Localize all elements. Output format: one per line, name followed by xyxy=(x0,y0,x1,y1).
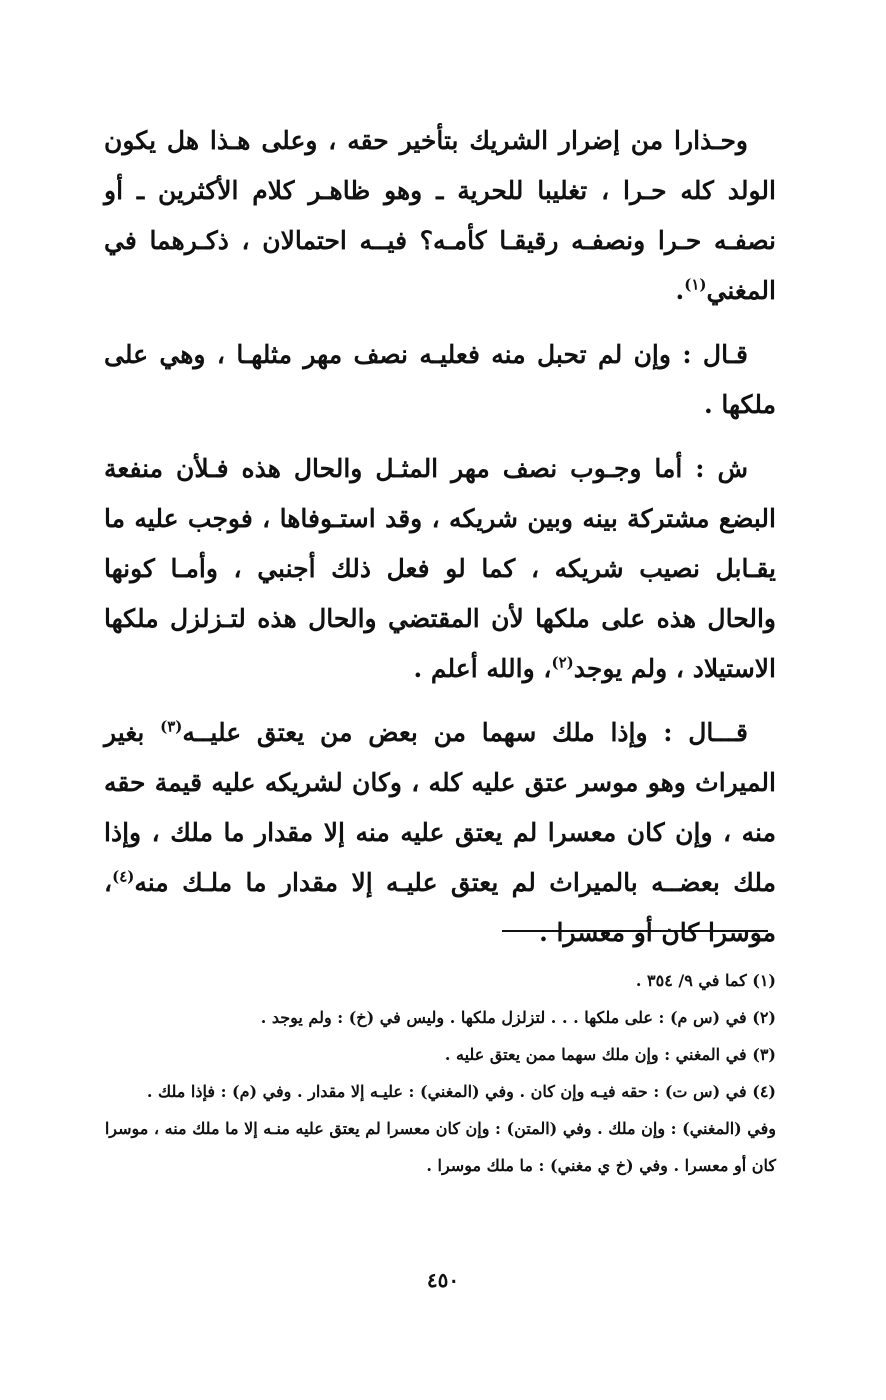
footnote-2: (٢) في (س م) : على ملكها . . . لتزلزل ملكها . وليس في (خ) : ولم يوجد . xyxy=(260,1008,776,1027)
paragraph-4-text-2: بغير الميراث وهو موسر عتق عليه كله ، وكان لشريكه عليه قيمة حقه منه ، وإن كان معسرا لم يعتق عليه منه إلا مقدار ما ملك ، وإذا ملك بعضــه بالميراث لم يعتق عليـه إلا مقدار ما ملـك منه xyxy=(104,718,776,897)
page-number: ٤٥٠ xyxy=(426,1268,460,1292)
footnote-3: (٣) في المغني : وإن ملك سهما ممن يعتق عليه . xyxy=(444,1045,776,1064)
footnote-separator xyxy=(502,930,768,932)
main-text xyxy=(104,116,776,972)
footnote-ref-3[interactable]: (٣) xyxy=(160,717,183,736)
paragraph-2-text: قـال : وإن لم تحبل منه فعليـه نصف مهر مثلهـا ، وهي على ملكها . xyxy=(104,340,776,419)
paragraph-1-tail: . xyxy=(675,276,685,305)
paragraph-3-tail: ، والله أعلم . xyxy=(413,654,552,683)
paragraph-4-text: قـــال : وإذا ملك سهما من بعض من يعتق عليــه xyxy=(182,718,748,747)
footnote-ref-2[interactable]: (٢) xyxy=(551,653,574,672)
paragraph-2 xyxy=(104,330,776,430)
footnote-4-continued-2: كان أو معسرا . وفي (خ ي مغني) : ما ملك موسرا . xyxy=(426,1156,776,1175)
paragraph-4-tail: ، موسرا كان أو معسرا . xyxy=(104,868,776,947)
paragraph-3-text: ش : أما وجـوب نصف مهر المثـل والحال هذه فـلأن منفعة البضع مشتركة بينه وبين شريكه ، وقد استـوفاها ، فوجب عليه ما يقـابل نصيب شريكه ، كما لو فعل ذلك أجنبي ، وأمـا كونها والحال هذه على ملكها لأن المقتضي والحال هذه لتـزلزل ملكها الاستيلاد ، ولم يوجد xyxy=(104,454,776,683)
paragraph-4 xyxy=(104,708,776,958)
footnotes xyxy=(104,962,776,1184)
footnote-1: (١) كما في ٩/ ٣٥٤ . xyxy=(635,971,776,990)
footnote-ref-4[interactable]: (٤) xyxy=(112,867,135,886)
footnote-ref-1[interactable]: (١) xyxy=(684,275,707,294)
paragraph-3 xyxy=(104,444,776,694)
paragraph-1-text: وحـذارا من إضرار الشريك بتأخير حقه ، وعلى هـذا هل يكون الولد كله حـرا ، تغليبا للحرية ـ وهو ظاهـر كلام الأكثرين ـ أو نصفـه حـرا ونصفـه رقيقـا كأمـه؟ فيــه احتمالان ، ذكـرهما في المغني xyxy=(104,126,776,305)
footnote-4: (٤) في (س ت) : حقه فيـه وإن كان . وفي (المغني) : عليـه إلا مقدار . وفي (م) : فإذا ملك . xyxy=(146,1082,776,1101)
footnote-4-continued-1: وفي (المغني) : وإن ملك . وفي (المتن) : وإن كان معسرا لم يعتق عليه منـه إلا ما ملك منه ، موسرا xyxy=(104,1119,776,1138)
paragraph-1 xyxy=(104,116,776,316)
